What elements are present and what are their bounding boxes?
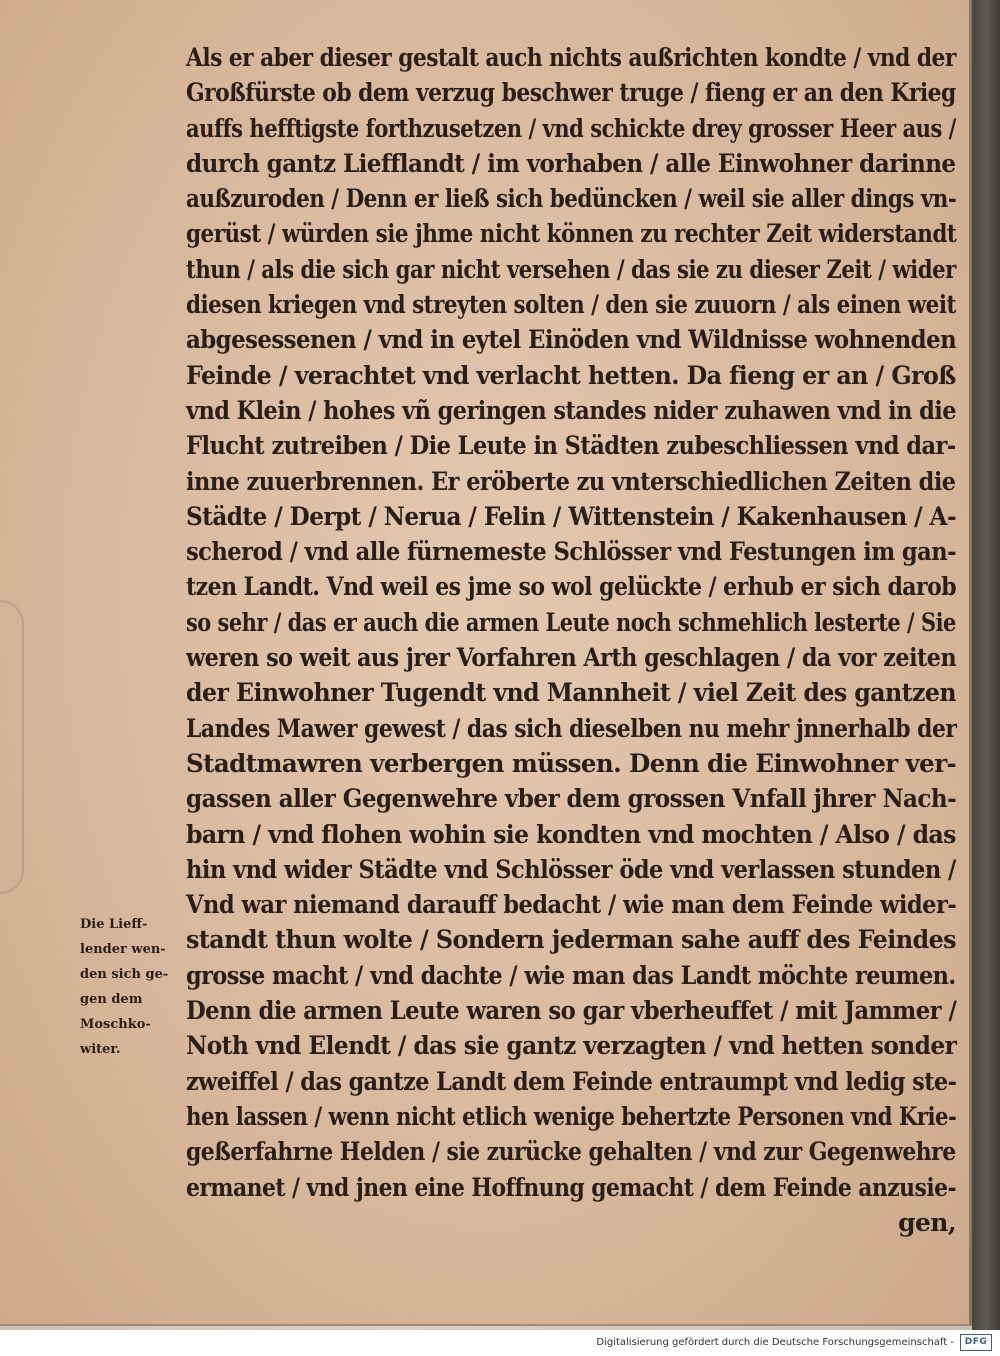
marginal-line: lender wen- xyxy=(80,942,166,957)
text-line: gassen aller Gegenwehre vber dem grossen Vnfall jhrer Nach- xyxy=(186,784,957,814)
marginal-line: den sich ge- xyxy=(80,967,169,982)
text-line: inne zuuerbrennen. Er eröberte zu vnterschiedlichen Zeiten die xyxy=(186,466,956,496)
text-line: Vnd war niemand darauff bedacht / wie man dem Feinde wider- xyxy=(186,890,957,920)
text-line: Großfürste ob dem verzug beschwer truge / fieng er an den Krieg xyxy=(186,78,956,108)
marginal-note xyxy=(80,912,180,1062)
dfg-logo-icon: DFG xyxy=(960,1334,992,1351)
text-line: zweiffel / das gantze Landt dem Feinde entraumpt vnd ledig ste- xyxy=(186,1066,957,1096)
text-line: der Einwohner Tugendt vnd Mannheit / viel Zeit des gantzen xyxy=(186,678,956,708)
text-line: Stadtmawren verbergen müssen. Denn die Einwohner ver- xyxy=(186,748,957,778)
text-line: so sehr / das er auch die armen Leute noch schmehlich lesterte / Sie xyxy=(186,607,956,637)
footer-credit: Digitalisierung gefördert durch die Deutsche Forschungsgemeinschaft - xyxy=(596,1337,954,1348)
page-fold-shadow xyxy=(0,600,24,894)
catchword: gen, xyxy=(898,1207,956,1237)
text-line: Flucht zutreiben / Die Leute in Städten zubeschliessen vnd dar- xyxy=(186,431,956,461)
text-line: ermanet / vnd jnen eine Hoffnung gemacht / dem Feinde anzusie- xyxy=(186,1172,957,1202)
footer-bar xyxy=(0,1330,1000,1356)
text-line: auffs hefftigste forthzusetzen / vnd schickte drey grosser Heer aus / xyxy=(186,113,956,143)
text-line: gerüst / würden sie jhme nicht können zu rechter Zeit widerstandt xyxy=(186,219,957,249)
marginal-line: Die Lieff- xyxy=(80,917,148,932)
text-line: weren so weit aus jrer Vorfahren Arth geschlagen / da vor zeiten xyxy=(186,643,957,673)
text-line: hin vnd wider Städte vnd Schlösser öde vnd verlassen stunden / xyxy=(186,854,956,884)
text-line: geßerfahrne Helden / sie zurücke gehalten / vnd zur Gegenwehre xyxy=(186,1137,956,1167)
book-spine xyxy=(972,0,1000,1330)
marginal-line: gen dem xyxy=(80,992,143,1007)
text-line: tzen Landt. Vnd weil es jme so wol gelückte / erhub er sich darob xyxy=(186,572,957,602)
text-line: scherod / vnd alle fürnemeste Schlösser vnd Festungen im gan- xyxy=(186,537,956,567)
text-line: Denn die armen Leute waren so gar vberheuffet / mit Jammer / xyxy=(186,996,957,1026)
main-text-block xyxy=(186,40,956,1240)
text-line: außzuroden / Denn er ließ sich bedüncken / weil sie aller dings vn- xyxy=(186,184,957,214)
text-line: Noth vnd Elendt / das sie gantz verzagten / vnd hetten sonder xyxy=(186,1031,957,1061)
text-line: Landes Mawer gewest / das sich dieselben nu mehr jnnerhalb der xyxy=(186,713,957,743)
text-line: Feinde / verachtet vnd verlacht hetten. Da fieng er an / Groß xyxy=(186,360,956,390)
text-line: grosse macht / vnd dachte / wie man das Landt möchte reumen. xyxy=(186,960,956,990)
marginal-line: Moschko- xyxy=(80,1017,151,1032)
text-line: vnd Klein / hohes vñ geringen standes nider zuhawen vnd in die xyxy=(186,395,956,425)
text-line: barn / vnd flohen wohin sie kondten vnd mochten / Also / das xyxy=(186,819,956,849)
text-line: durch gantz Liefflandt / im vorhaben / alle Einwohner darinne xyxy=(186,148,956,178)
text-line: Städte / Derpt / Nerua / Felin / Wittenstein / Kakenhausen / A- xyxy=(186,501,957,531)
text-line: hen lassen / wenn nicht etlich wenige behertzte Personen vnd Krie- xyxy=(186,1101,957,1131)
text-line: abgesessenen / vnd in eytel Einöden vnd Wildnisse wohnenden xyxy=(186,325,957,355)
text-line: standt thun wolte / Sondern jederman sahe auff des Feindes xyxy=(186,925,957,955)
text-line: thun / als die sich gar nicht versehen / das sie zu dieser Zeit / wider xyxy=(186,254,956,284)
text-line: diesen kriegen vnd streyten solten / den sie zuuorn / als einen weit xyxy=(186,290,956,320)
marginal-line: witer. xyxy=(80,1042,121,1057)
text-line: Als er aber dieser gestalt auch nichts außrichten kondte / vnd der xyxy=(186,43,956,72)
